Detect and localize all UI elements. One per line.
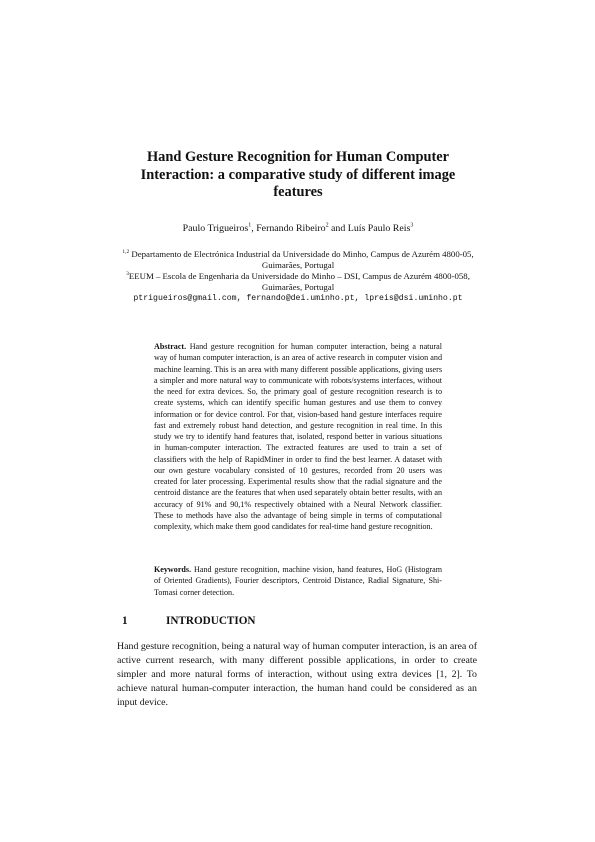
affiliation-sup: 1,2 [122, 249, 130, 256]
author-separator: and [328, 223, 348, 234]
section-number: 1 [122, 615, 128, 627]
author-name: Paulo Trigueiros [182, 223, 249, 234]
author-sup: 1 [248, 222, 252, 229]
author-sup: 2 [325, 222, 329, 229]
affiliation-text: EEUM – Escola de Engenharia da Universidade do Minho – DSI, Campus de Azurém 4800-058, Guimarães, Portugal [128, 271, 470, 293]
author-list [100, 223, 496, 235]
section-heading [122, 614, 482, 628]
affiliation-text: Departamento de Electrónica Industrial da Universidade do Minho, Campus de Azurém 4800-05, Guimarães, Portugal [129, 249, 474, 271]
intro-paragraph: Hand gesture recognition, being a natural way of human computer interaction, is an area of active current research, with many different possible applications, in order to create simpler and more natural forms of interaction, without using extra devices [1, 2]. To achieve natural human-computer interaction, the human hand could be considered as an input device. [117, 641, 477, 709]
abstract [154, 341, 442, 532]
author-name: Luís Paulo Reis [347, 223, 411, 234]
keywords [154, 564, 442, 598]
keywords-text: Hand gesture recognition, machine vision, hand features, HoG (Histogram of Oriented Gradients), Fourier descriptors, Centroid Distance, Radial Signature, Shi-Tomasi corner detection. [154, 565, 442, 597]
affiliation [120, 249, 476, 271]
paper-title: Hand Gesture Recognition for Human Computer Interaction: a comparative study of different image features [140, 149, 456, 200]
abstract-text: Hand gesture recognition for human computer interaction, being a natural way of human computer interaction, is an area of active research in computer vision and machine learning. This is an area with many different possible applications, giving users a simpler and more natural way to communicate with robots/systems interfaces, without the need for extra devices. So, the primary goal of gesture recognition research is to create systems, which can identify specific human gestures and use them to convey information or for device control. For that, vision-based hand gesture interfaces require fast and extremely robust hand detection, and gesture recognition in real time. In this study we try to identify hand features that, isolated, respond better in various situations in human-computer interaction. The extracted features are used to train a set of classifiers with the help of RapidMiner in order to find the best learner. A dataset with our own gesture vocabulary consisted of 10 gestures, recorded from 20 users was created for later processing. Experimental results show that the radial signature and the centroid distance are the features that when used separately obtain better results, with an accuracy of 91% and 90,1% respectively obtained with a Neural Network classifier. These to methods have also the advantage of being simple in terms of computational complexity, which make them good candidates for real-time hand gesture recognition. [154, 342, 442, 531]
abstract-label: Abstract. [154, 342, 187, 351]
affiliation-sup: 3 [126, 271, 129, 278]
author-name: Fernando Ribeiro [256, 223, 326, 234]
section-title: INTRODUCTION [166, 615, 256, 627]
author-separator: , [251, 223, 257, 234]
affiliation [120, 271, 476, 293]
author-emails: ptrigueiros@gmail.com, fernando@dei.uminho.pt, lpreis@dsi.uminho.pt [133, 294, 463, 303]
keywords-label: Keywords. [154, 565, 192, 574]
author-sup: 3 [410, 222, 414, 229]
